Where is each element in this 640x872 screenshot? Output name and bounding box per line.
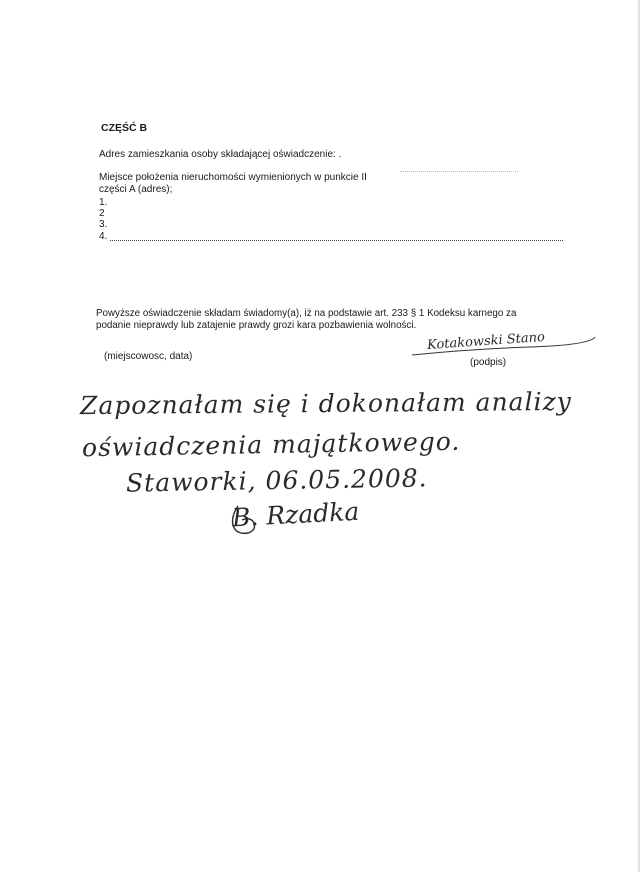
handwritten-line2: oświadczenia majątkowego.: [81, 426, 461, 463]
location-label-line2: części A (adres);: [99, 184, 173, 195]
item-4-dotted-line: [110, 240, 563, 241]
list-item-3: 3.: [99, 219, 108, 230]
signature-underline-stroke: [410, 335, 600, 360]
location-label-line1: Miejsce położenia nieruchomości wymienionych w punkcie II: [99, 172, 367, 183]
reviewer-signature-loop-stroke: [226, 500, 286, 540]
handwritten-line1: Zapoznałam się i dokonałam analizy: [79, 386, 572, 421]
list-item-1: 1.: [99, 197, 108, 208]
declaration-line2: podanie nieprawdy lub zatajenie prawdy grozi kara pozbawienia wolności.: [96, 320, 417, 331]
signature-label: (podpis): [470, 357, 507, 368]
handwritten-line3: Staworki, 06.05.2008.: [125, 463, 428, 498]
section-heading: CZĘŚĆ B: [101, 122, 148, 134]
declarant-signature: Kotakowski Stano: [426, 329, 546, 354]
list-item-4: 4.: [99, 231, 108, 242]
reviewer-signature: B. Rzadka: [231, 496, 360, 533]
address-dotted-line: [400, 171, 518, 172]
list-item-2: 2: [99, 208, 105, 219]
declaration-line1: Powyższe oświadczenie składam świadomy(a), iż na podstawie art. 233 § 1 Kodeksu karnego za: [96, 308, 517, 319]
place-date-label: (miejscowosc, data): [104, 351, 193, 362]
address-label: Adres zamieszkania osoby składającej oświadczenie: .: [99, 149, 342, 160]
